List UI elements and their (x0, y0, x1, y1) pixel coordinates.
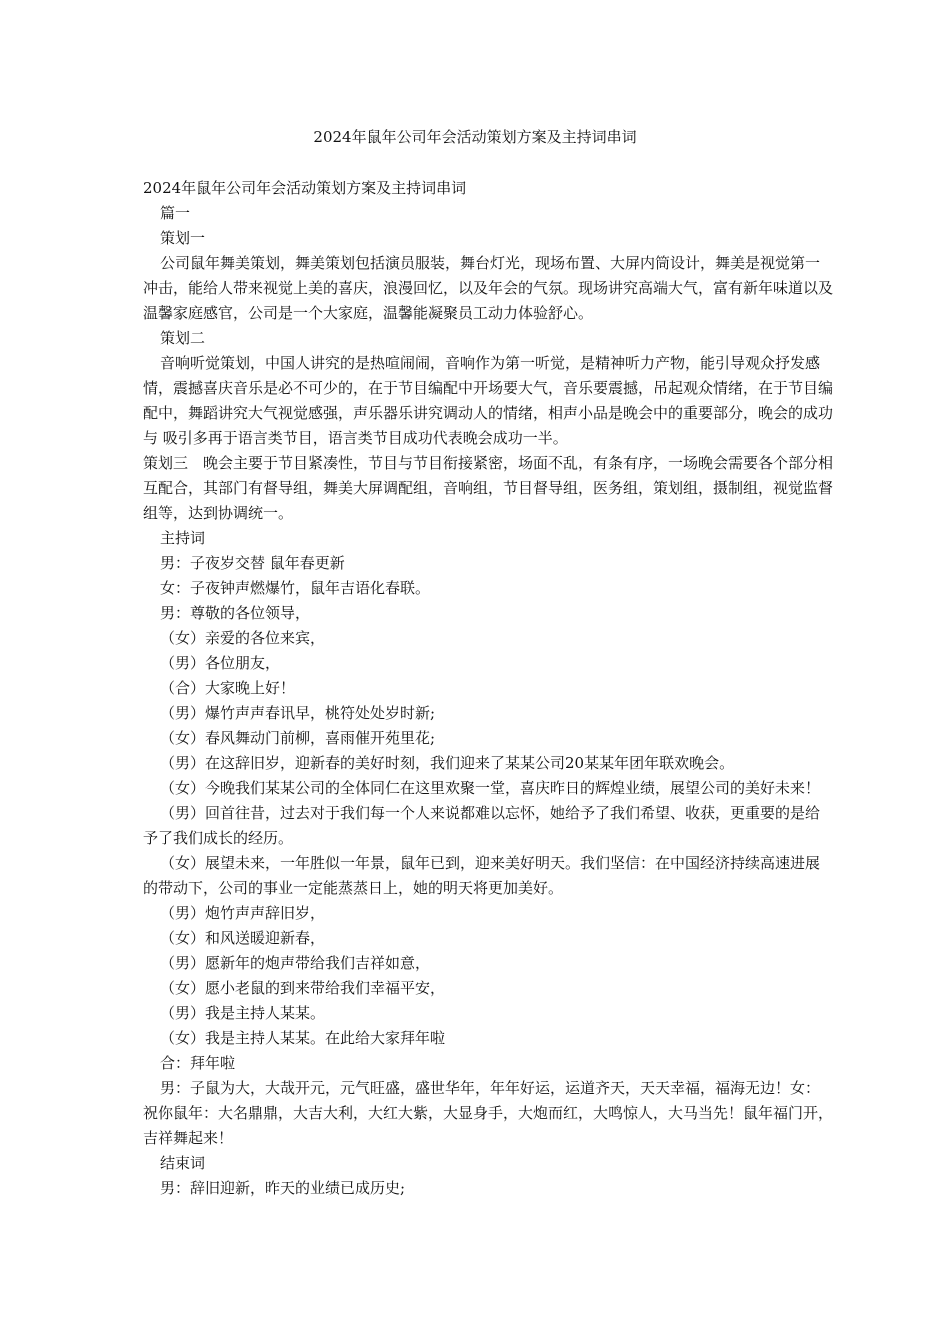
document-body (143, 176, 833, 1201)
script-line: （女）春风舞动门前柳，喜雨催开苑里花; (160, 729, 436, 747)
paragraph-plan-three: 策划三 晚会主要于节目紧凑性，节目与节目衔接紧密，场面不乱，有条有序，一场晚会需要各个部分相互配合，其部门有督导组，舞美大屏调配组，音响组，节目督导组，医务组，策划组，摄制组，视觉监督组等，达到协调统一。 (143, 454, 834, 522)
script-line: 男：辞旧迎新，昨天的业绩已成历史; (160, 1179, 406, 1197)
script-line: （合）大家晚上好！ (160, 679, 296, 697)
script-line: 男：子鼠为大，大哉开元，元气旺盛，盛世华年，年年好运，运道齐天，天天幸福，福海无边！女：祝你鼠年：大名鼎鼎，大吉大利，大红大紫，大显身手，大炮而红，大鸣惊人，大马当先！鼠年福门开，吉祥舞起来！ (143, 1079, 834, 1147)
script-line: （女）今晚我们某某公司的全体同仁在这里欢聚一堂，喜庆昨日的辉煌业绩，展望公司的美好未来！ (160, 779, 821, 797)
script-line: （女）展望未来，一年胜似一年景，鼠年已到，迎来美好明天。我们坚信：在中国经济持续高速进展的带动下，公司的事业一定能蒸蒸日上，她的明天将更加美好。 (143, 854, 821, 897)
script-line: （男）回首往昔，过去对于我们每一个人来说都难以忘怀，她给予了我们希望、收获，更重要的是给予了我们成长的经历。 (143, 804, 821, 847)
paragraph-audio-design: 音响听觉策划，中国人讲究的是热喧闹闹，音响作为第一听觉，是精神听力产物，能引导观众抒发感情，震撼喜庆音乐是必不可少的，在于节目编配中开场要大气，音乐要震撼，吊起观众情绪，在于节目编配中，舞蹈讲究大气视觉感强，声乐器乐讲究调动人的情绪，相声小品是晚会中的重要部分，晚会的成功与 吸引多再于语言类节目，语言类节目成功代表晚会成功一半。 (143, 354, 834, 447)
section-label-plan-two: 策划二 (160, 329, 206, 347)
script-line: （男）爆竹声声春讯早，桃符处处岁时新; (160, 704, 436, 722)
paragraph-stage-design: 公司鼠年舞美策划，舞美策划包括演员服装，舞台灯光，现场布置、大屏内筒设计，舞美是视觉第一冲击，能给人带来视觉上美的喜庆，浪漫回忆，以及年会的气氛。现场讲究高端大气，富有新年味道以及温馨家庭感官，公司是一个大家庭，温馨能凝聚员工动力体验舒心。 (143, 254, 834, 322)
section-label-closing: 结束词 (160, 1154, 206, 1172)
script-line: 男：尊敬的各位领导， (160, 604, 311, 622)
section-label-plan-one: 策划一 (160, 229, 206, 247)
body-heading: 2024年鼠年公司年会活动策划方案及主持词串词 (143, 179, 467, 197)
script-line: （男）我是主持人某某。 (160, 1004, 326, 1022)
script-line: 女：子夜钟声燃爆竹，鼠年吉语化春联。 (160, 579, 431, 597)
script-line: （女）和风送暖迎新春， (160, 929, 326, 947)
script-line: 合：拜年啦 (160, 1054, 236, 1072)
script-line: 男：子夜岁交替 鼠年春更新 (160, 554, 345, 572)
script-line: （女）愿小老鼠的到来带给我们幸福平安， (160, 979, 446, 997)
script-line: （男）炮竹声声辞旧岁， (160, 904, 326, 922)
section-label-host-script: 主持词 (160, 529, 206, 547)
script-line: （女）我是主持人某某。在此给大家拜年啦 (160, 1029, 446, 1047)
script-line: （男）在这辞旧岁，迎新春的美好时刻，我们迎来了某某公司20某某年团年联欢晚会。 (160, 754, 735, 772)
document-title: 2024年鼠年公司年会活动策划方案及主持词串词 (313, 128, 637, 146)
script-line: （女）亲爱的各位来宾， (160, 629, 326, 647)
script-line: （男）愿新年的炮声带给我们吉祥如意， (160, 954, 431, 972)
script-line: （男）各位朋友， (160, 654, 281, 672)
section-label-part-one: 篇一 (160, 204, 191, 222)
